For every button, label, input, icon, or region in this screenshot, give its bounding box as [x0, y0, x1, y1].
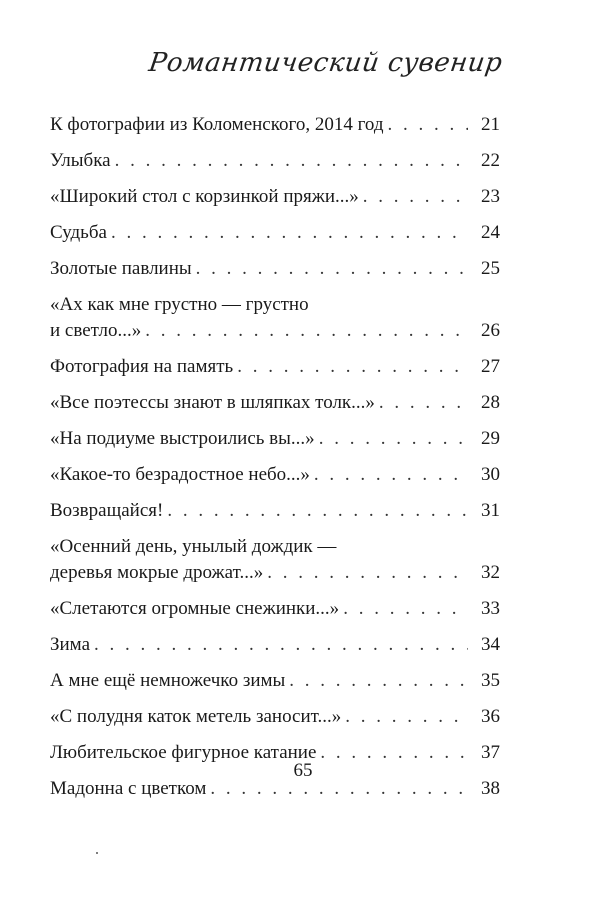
toc-page: 31 [481, 500, 500, 521]
toc-entry [50, 632, 500, 658]
running-title: Романтический сувенир [146, 48, 505, 78]
toc-leader [111, 220, 468, 246]
toc-leader [379, 390, 468, 416]
toc-entry [50, 704, 500, 730]
toc-title: Золотые павлины [50, 258, 192, 279]
toc-page: 34 [481, 634, 500, 655]
table-of-contents [50, 112, 500, 812]
toc-page: 35 [481, 670, 500, 691]
toc-page: 32 [481, 562, 500, 583]
toc-leader [237, 354, 468, 380]
toc-title: К фотографии из Коломенского, 2014 год [50, 114, 384, 135]
toc-entry [50, 148, 500, 174]
toc-entry [50, 112, 500, 138]
toc-title: Улыбка [50, 150, 111, 171]
toc-entry [50, 292, 500, 344]
toc-entry [50, 354, 500, 380]
toc-leader [145, 318, 468, 344]
toc-leader [196, 256, 468, 282]
toc-page: 27 [481, 356, 500, 377]
toc-entry [50, 184, 500, 210]
toc-title: «На подиуме выстроились вы...» [50, 428, 315, 449]
toc-entry [50, 596, 500, 622]
toc-leader [388, 112, 468, 138]
toc-title: «Слетаются огромные снежинки...» [50, 598, 340, 619]
toc-leader [167, 498, 468, 524]
toc-leader [289, 668, 468, 694]
toc-page: 33 [481, 598, 500, 619]
toc-leader [319, 426, 468, 452]
toc-title-line1: «Осенний день, унылый дождик — [50, 536, 337, 557]
toc-page: 24 [481, 222, 500, 243]
toc-page: 36 [481, 706, 500, 727]
toc-page: 21 [481, 114, 500, 135]
toc-title: Любительское фигурное катание [50, 742, 317, 763]
toc-title: «Какое-то безрадостное небо...» [50, 464, 310, 485]
toc-page: 28 [481, 392, 500, 413]
toc-page: 22 [481, 150, 500, 171]
toc-entry [50, 534, 500, 586]
toc-leader [345, 704, 468, 730]
toc-title: «С полудня каток метель заносит...» [50, 706, 342, 727]
toc-title: Мадонна с цветком [50, 778, 207, 799]
toc-page: 25 [481, 258, 500, 279]
toc-title: Возвращайся! [50, 500, 164, 521]
toc-page: 26 [481, 320, 500, 341]
toc-leader [115, 148, 468, 174]
page-number: 65 [293, 760, 313, 781]
toc-title: Зима [50, 634, 91, 655]
toc-entry [50, 256, 500, 282]
toc-title: «Все поэтессы знают в шляпках толк...» [50, 392, 375, 413]
toc-title: «Широкий стол с корзинкой пряжи...» [50, 186, 359, 207]
toc-entry [50, 462, 500, 488]
toc-page: 38 [481, 778, 500, 799]
toc-title: Судьба [50, 222, 107, 243]
toc-title: деревья мокрые дрожат...» [50, 562, 264, 583]
toc-entry [50, 390, 500, 416]
toc-leader [94, 632, 468, 658]
toc-entry [50, 426, 500, 452]
toc-title: А мне ещё немножечко зимы [50, 670, 286, 691]
toc-page: 23 [481, 186, 500, 207]
toc-leader [363, 184, 468, 210]
toc-title: и светло...» [50, 320, 142, 341]
toc-entry [50, 220, 500, 246]
toc-leader [267, 560, 468, 586]
toc-title-line1: «Ах как мне грустно — грустно [50, 294, 309, 315]
print-speck [96, 852, 98, 854]
toc-entry [50, 498, 500, 524]
toc-page: 37 [481, 742, 500, 763]
toc-page: 30 [481, 464, 500, 485]
toc-title: Фотография на память [50, 356, 234, 377]
toc-page: 29 [481, 428, 500, 449]
toc-leader [314, 462, 468, 488]
toc-entry [50, 668, 500, 694]
toc-leader [343, 596, 468, 622]
